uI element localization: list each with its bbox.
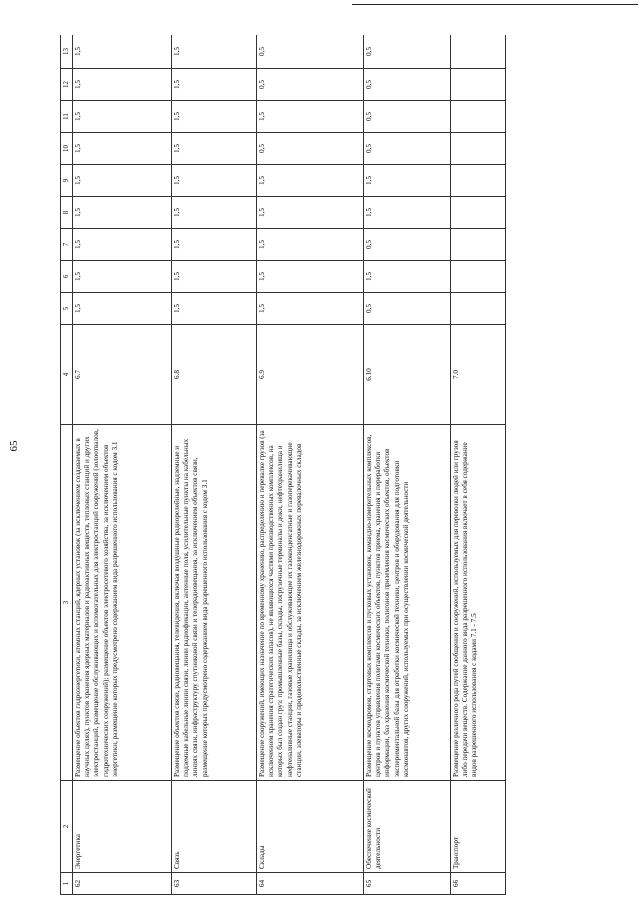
value-cell: 0,5	[363, 293, 450, 325]
value-cell: 1,5	[363, 197, 450, 229]
value-cell	[450, 101, 505, 133]
header-cell: 13	[61, 35, 73, 69]
header-cell: 12	[61, 69, 73, 101]
header-cell: 10	[61, 133, 73, 165]
value-cell	[450, 229, 505, 261]
value-cell	[450, 133, 505, 165]
table-header-row	[61, 35, 73, 895]
row-description: Размещение космодромов, стартовых комплексов и пусковых установок, командно-измерительных комплексов, центров и пунктов управления полетами космических объектов, пунктов приема, хранения и переработки информации, баз хранения космической техники, полигонов приземления космических объектов, объектов экспериментальной базы для отработки космической техники, центров и оборудования для подготовки космонавтов, других сооружений, используемых при осуществлении космической деятельности	[363, 425, 450, 781]
rotated-table-container	[60, 35, 525, 895]
header-cell: 6	[61, 261, 73, 293]
header-cell: 7	[61, 229, 73, 261]
value-cell	[450, 69, 505, 101]
table-row	[171, 35, 256, 895]
row-number: 63	[171, 873, 256, 895]
value-cell: 1,5	[171, 165, 256, 197]
value-cell: 1,5	[72, 69, 171, 101]
top-rule	[352, 4, 638, 5]
value-cell: 1,5	[72, 101, 171, 133]
row-name: Связь	[171, 781, 256, 873]
value-cell: 1,5	[171, 35, 256, 69]
row-code: 6.8	[171, 325, 256, 425]
value-cell: 0,5	[363, 35, 450, 69]
value-cell: 1,5	[171, 261, 256, 293]
value-cell: 1,5	[72, 197, 171, 229]
value-cell: 0,5	[363, 69, 450, 101]
value-cell: 1,5	[256, 165, 363, 197]
value-cell	[450, 35, 505, 69]
page-number: 65	[8, 440, 20, 452]
value-cell	[450, 293, 505, 325]
row-name: Транспорт	[450, 781, 505, 873]
header-cell: 3	[61, 425, 73, 781]
land-use-table	[60, 35, 506, 895]
row-number: 65	[363, 873, 450, 895]
row-code: 7.0	[450, 325, 505, 425]
value-cell: 1,5	[72, 165, 171, 197]
row-name: Энергетика	[72, 781, 171, 873]
table-row	[363, 35, 450, 895]
value-cell: 1,5	[171, 133, 256, 165]
value-cell: 1,5	[256, 261, 363, 293]
value-cell	[450, 261, 505, 293]
value-cell: 0,5	[363, 229, 450, 261]
value-cell: 1,5	[363, 261, 450, 293]
row-code: 6.10	[363, 325, 450, 425]
value-cell: 0,5	[256, 133, 363, 165]
value-cell	[450, 165, 505, 197]
value-cell: 1,5	[171, 69, 256, 101]
row-number: 62	[72, 873, 171, 895]
value-cell: 0,5	[256, 35, 363, 69]
row-description: Размещение объектов связи, радиовещания, телевидения, включая воздушные радиорелейные, надземные и подземные кабельные линии связи, линии радиофикации, антенные поля, усилительные пункты на кабельных линиях связи, инфраструктуру спутниковой связи и телерадиовещания, за исключением объектов связи, размещение которых предусмотрено содержанием вида разрешенного использования с кодом 3.1	[171, 425, 256, 781]
value-cell: 1,5	[363, 165, 450, 197]
value-cell: 1,5	[256, 229, 363, 261]
value-cell: 1,5	[72, 261, 171, 293]
row-number: 64	[256, 873, 363, 895]
row-description: Размещение сооружений, имеющих назначение по временному хранению, распределению и перевалке грузов (за исключением хранения стратегических запасов), не являющихся частями производственных комплексов, на которых был создан груз: промышленные базы, склады, погрузочные терминалы и доки, нефтехранилища и нефтеналивные станции, газовые хранилища и обслуживающие их газоконденсатные и газоперекачивающие станции, элеваторы и продовольственные склады, за исключением железнодорожных перевалочных складов	[256, 425, 363, 781]
header-cell: 9	[61, 165, 73, 197]
value-cell: 1,5	[72, 35, 171, 69]
row-name: Склады	[256, 781, 363, 873]
value-cell: 0,5	[363, 133, 450, 165]
value-cell: 1,5	[171, 197, 256, 229]
value-cell: 1,5	[171, 229, 256, 261]
value-cell: 1,5	[72, 133, 171, 165]
row-description: Размещение различного рода путей сообщения и сооружений, используемых для перевозки людей или грузов либо передачи веществ. Содержание данного вида разрешенного использования включает в себя содержание видов разрешенного использования с кодами 7.1 - 7.5	[450, 425, 505, 781]
header-cell: 1	[61, 873, 73, 895]
row-name: Обеспечение космической деятельности	[363, 781, 450, 873]
row-code: 6.7	[72, 325, 171, 425]
rotated-table-frame	[60, 35, 525, 895]
row-description: Размещение объектов гидроэнергетики, атомных станций, ядерных установок (за исключением создаваемых в научных целях), пунктов хранения ядерных материалов и радиоактивных веществ, тепловых станций и других электростанций, размещение обслуживающих и вспомогательных для электростанций сооружений (золоотвалов, гидротехнических сооружений); размещение объектов электросетевого хозяйства, за исключением объектов энергетики, размещение которых предусмотрено содержанием вида разрешенного использования с кодом 3.1	[72, 425, 171, 781]
row-code: 6.9	[256, 325, 363, 425]
row-number: 66	[450, 873, 505, 895]
header-cell: 11	[61, 101, 73, 133]
header-cell: 4	[61, 325, 73, 425]
value-cell: 1,5	[256, 293, 363, 325]
value-cell: 1,5	[171, 101, 256, 133]
value-cell: 1,5	[72, 229, 171, 261]
table-row	[72, 35, 171, 895]
table-row	[450, 35, 505, 895]
value-cell: 0,5	[256, 69, 363, 101]
value-cell: 1,5	[256, 101, 363, 133]
value-cell	[450, 197, 505, 229]
value-cell: 1,5	[256, 197, 363, 229]
header-cell: 5	[61, 293, 73, 325]
header-cell: 2	[61, 781, 73, 873]
value-cell: 1,5	[72, 293, 171, 325]
table-row	[256, 35, 363, 895]
header-cell: 8	[61, 197, 73, 229]
value-cell: 0,5	[363, 101, 450, 133]
value-cell: 1,5	[171, 293, 256, 325]
